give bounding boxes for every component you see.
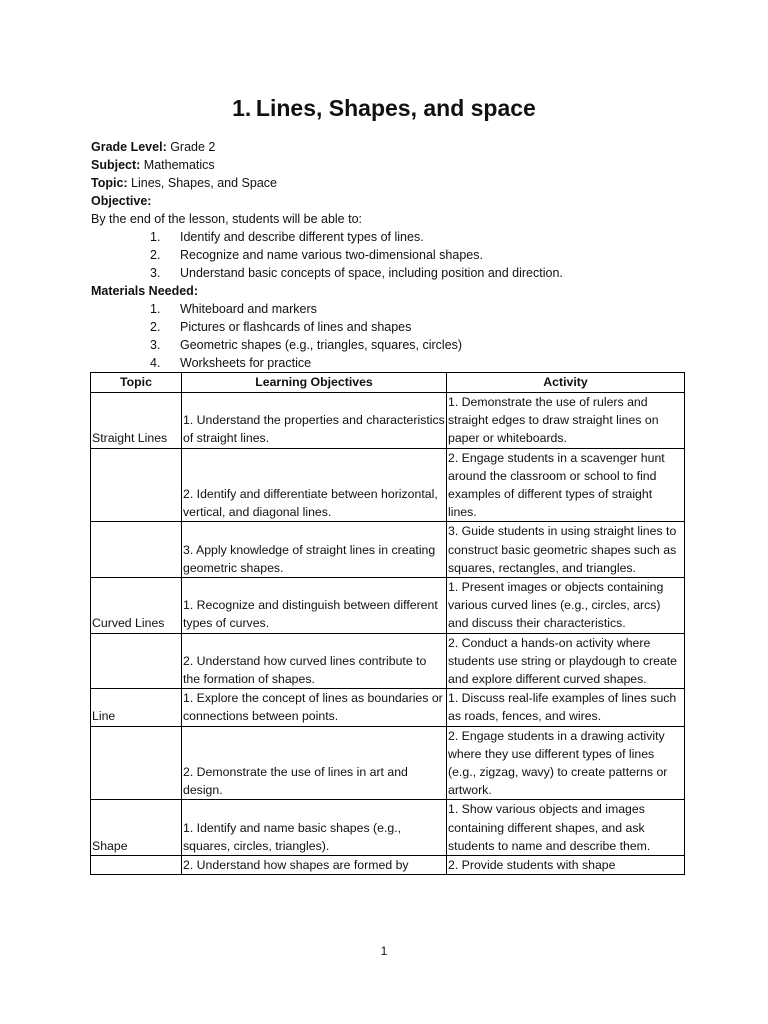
activity-cell: 3. Guide students in using straight lines to construct basic geometric shapes such as squares, rectangles, and triangles. — [447, 522, 685, 578]
topic-value: Lines, Shapes, and Space — [127, 176, 277, 190]
page-number: 1 — [380, 944, 388, 958]
activity-cell: 1. Discuss real-life examples of lines such as roads, fences, and wires. — [447, 689, 685, 726]
objective-cell: 2. Demonstrate the use of lines in art and design. — [182, 726, 447, 800]
objectives-list — [150, 228, 563, 282]
list-item: 3. Geometric shapes (e.g., triangles, squares, circles) — [150, 338, 463, 352]
lesson-table — [90, 372, 685, 875]
activity-cell: 1. Show various objects and images containing different shapes, and ask students to name and describe them. — [447, 800, 685, 856]
topic-cell — [91, 522, 182, 578]
topic-cell — [91, 633, 182, 689]
objective-cell: 1. Understand the properties and characteristics of straight lines. — [182, 393, 447, 449]
activity-cell: 2. Engage students in a drawing activity where they use different types of lines (e.g., zigzag, wavy) to create patterns or artwork. — [447, 726, 685, 800]
header-learning-objectives: Learning Objectives — [182, 373, 447, 393]
topic-cell — [91, 448, 182, 522]
table-row — [91, 522, 685, 578]
activity-cell: 2. Engage students in a scavenger hunt around the classroom or school to find examples of different types of straight lines. — [447, 448, 685, 522]
table-header-row — [91, 373, 685, 393]
topic-cell: Line — [91, 689, 182, 726]
materials-heading: Materials Needed: — [91, 284, 198, 298]
activity-cell: 2. Conduct a hands-on activity where students use string or playdough to create and explore different curved shapes. — [447, 633, 685, 689]
topic-label: Topic: — [91, 176, 128, 190]
table-row — [91, 393, 685, 449]
objective-cell: 2. Understand how shapes are formed by — [182, 856, 447, 875]
objective-intro: By the end of the lesson, students will be able to: — [91, 212, 363, 226]
subject-value: Mathematics — [140, 158, 215, 172]
table-row — [91, 856, 685, 875]
table-row — [91, 633, 685, 689]
grade-level-label: Grade Level: — [91, 140, 167, 154]
table-row — [91, 800, 685, 856]
objective-cell: 3. Apply knowledge of straight lines in creating geometric shapes. — [182, 522, 447, 578]
topic-cell: Curved Lines — [91, 578, 182, 634]
objective-cell: 2. Understand how curved lines contribute to the formation of shapes. — [182, 633, 447, 689]
activity-cell: 2. Provide students with shape — [447, 856, 685, 875]
objective-heading: Objective: — [91, 194, 152, 208]
list-item: 2. Recognize and name various two-dimensional shapes. — [150, 248, 483, 262]
materials-list — [150, 300, 462, 372]
list-item: 1. Identify and describe different types of lines. — [150, 230, 424, 244]
objective-cell: 2. Identify and differentiate between horizontal, vertical, and diagonal lines. — [182, 448, 447, 522]
topic-cell — [91, 856, 182, 875]
subject-label: Subject: — [91, 158, 141, 172]
page-title: 1. Lines, Shapes, and space — [232, 95, 536, 121]
table-row — [91, 726, 685, 800]
objective-cell: 1. Explore the concept of lines as boundaries or connections between points. — [182, 689, 447, 726]
grade-level-value: Grade 2 — [166, 140, 216, 154]
subject-line — [91, 156, 215, 174]
topic-line — [91, 174, 277, 192]
list-item: 4. Worksheets for practice — [150, 356, 312, 370]
table-row — [91, 448, 685, 522]
list-item: 2. Pictures or flashcards of lines and shapes — [150, 320, 412, 334]
objective-cell: 1. Identify and name basic shapes (e.g., squares, circles, triangles). — [182, 800, 447, 856]
topic-cell: Straight Lines — [91, 393, 182, 449]
table-row — [91, 578, 685, 634]
list-item: 1. Whiteboard and markers — [150, 302, 317, 316]
header-activity: Activity — [447, 373, 685, 393]
topic-cell — [91, 726, 182, 800]
topic-cell: Shape — [91, 800, 182, 856]
list-item: 3. Understand basic concepts of space, including position and direction. — [150, 266, 563, 280]
grade-level-line — [91, 138, 215, 156]
objective-cell: 1. Recognize and distinguish between different types of curves. — [182, 578, 447, 634]
table-row — [91, 689, 685, 726]
activity-cell: 1. Demonstrate the use of rulers and straight edges to draw straight lines on paper or whiteboards. — [447, 393, 685, 449]
header-topic: Topic — [91, 373, 182, 393]
activity-cell: 1. Present images or objects containing various curved lines (e.g., circles, arcs) and discuss their characteristics. — [447, 578, 685, 634]
